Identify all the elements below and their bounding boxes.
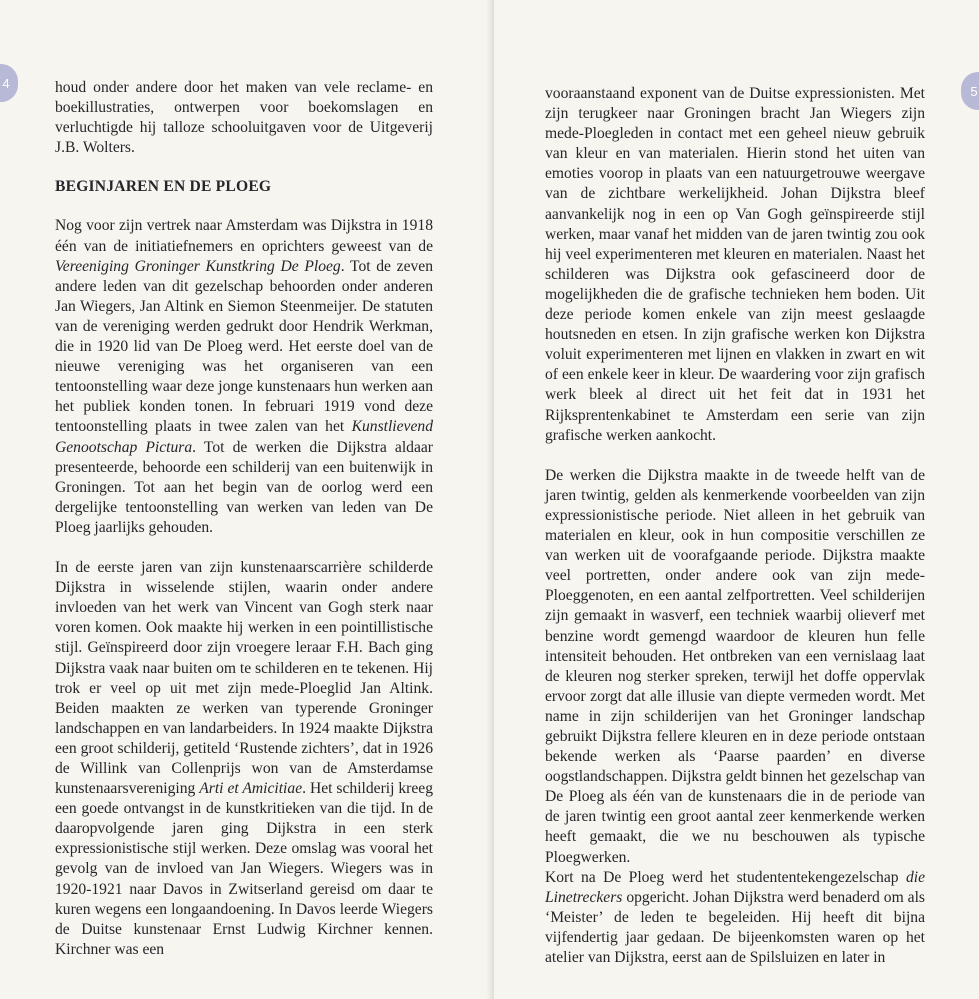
paragraph-ploeg xyxy=(55,216,433,538)
page-number-tab-right xyxy=(961,72,979,110)
paragraph-linetreckers-text-1: Kort na De Ploeg werd het studententekengezelschap xyxy=(545,868,906,886)
section-heading: BEGINJAREN EN DE PLOEG xyxy=(55,178,272,196)
paragraph-career-text-2: . Het schilderij kreeg een goede ontvangst in de kunstkritieken van die tijd. In de daaropvolgende jaren ging Dijkstra in een sterk expressionistische stijl werken. Deze omslag was vooral het gevolg van de invloed van Jan Wiegers. Wiegers was in 1920-1921 naar Davos in Zwitserland gereisd om daar te kuren wegens een longaandoening. In Davos leerde Wiegers de Duitse kunstenaar Ernst Ludwig Kirchner kennen. Kirchner was een xyxy=(55,780,434,958)
right-page xyxy=(494,0,979,999)
left-text-column xyxy=(55,78,433,960)
paragraph-linetreckers-italic-1: die Linetreckers xyxy=(545,868,925,906)
paragraph-expressionism: vooraanstaand exponent van de Duitse expressionisten. Met zijn terugkeer naar Groningen bracht Jan Wiegers zijn mede-Ploegleden in contact met een geheel nieuw gebruik van kleur en van materialen. Hierin stond het uiten van emoties voorop in plaats van een natuurgetrouwe weergave van de zichtbare werkelijkheid. Johan Dijkstra bleef aanvankelijk nog in een op Van Gogh geïnspireerde stijl werken, maar vanaf het midden van de jaren twintig zou ook hij veel experimenteren met kleuren en materialen. Naast het schilderen was Dijkstra ook gefascineerd door de mogelijkheden die de grafische technieken hem boden. Uit deze periode komen enkele van zijn meest geslaagde houtsneden en etsen. In zijn grafische werken kon Dijkstra voluit experimenteren met lijnen en vlakken in zwart en wit of een enkele keer in kleur. De waardering voor zijn grafisch werk bleek al direct uit het feit dat in 1931 het Rijksprentenkabinet te Amsterdam een serie van zijn grafische werken aankocht. xyxy=(545,85,925,444)
paragraph-career-text-1: In de eerste jaren van zijn kunstenaarscarrière schilderde Dijkstra in wisselende stijlen, waarin onder andere invloeden van het werk van Vincent van Gogh sterk naar voren komen. Ook maakte hij werken in een pointillistische stijl. Geïnspireerd door zijn vroegere leraar F.H. Bach ging Dijkstra vaak naar buiten om te schilderen en te tekenen. Hij trok er veel op uit met zijn mede-Ploeglid Jan Altink. Beiden maakten ze werken van typerende Groninger landschappen en van landarbeiders. In 1924 maakte Dijkstra een groot schilderij, getiteld ‘Rustende zichters’, dat in 1926 de Willink van Collenprijs won van de Amsterdamse kunstenaarsvereniging xyxy=(55,559,434,798)
paragraph-career xyxy=(55,558,433,960)
paragraph-ploeg-text-2: . Tot de zeven andere leden van dit gezelschap behoorden onder anderen Jan Wiegers, Jan Altink en Siemon Steenmeijer. De statuten van de vereniging werden gedrukt door Hendrik Werkman, die in 1920 lid van De Ploeg werd. Het eerste doel van de nieuwe vereniging was het organiseren van een tentoonstelling waar deze jonge kunstenaars hun werken aan het publiek konden tonen. In februari 1919 vond deze tentoonstelling plaats in twee zalen van het xyxy=(55,257,434,436)
paragraph-career-italic-1: Arti et Amicitiae xyxy=(199,780,303,798)
paragraph-ploeg-italic-2: Kunstlievend Genootschap Pictura xyxy=(55,418,433,456)
paragraph-ploeg-italic-1: Vereeniging Groninger Kunstkring De Ploeg xyxy=(55,257,341,275)
paragraph-ploeg-text-1: Nog voor zijn vertrek naar Amsterdam was Dijkstra in 1918 één van de initiatiefnemers en oprichters geweest van de xyxy=(55,217,433,255)
paragraph-ploeg-text-3: . Tot de werken die Dijkstra aldaar presenteerde, behoorde een schilderij van een buitenwijk in Groningen. Tot aan het begin van de oorlog werd een dergelijke tentoonstelling van werken van leden van De Ploeg jaarlijks gehouden. xyxy=(55,438,433,536)
intro-paragraph: houd onder andere door het maken van vele reclame- en boekillustraties, ontwerpen voor boekomslagen en verluchtigde hij talloze schooluitgaven voor de Uitgeverij J.B. Wolters. xyxy=(55,79,433,157)
paragraph-works: De werken die Dijkstra maakte in de tweede helft van de jaren twintig, gelden als kenmerkende voorbeelden van zijn expressionistische periode. Niet alleen in het gebruik van materialen en kleur, ook in hun compositie verschillen ze van werken uit de voorafgaande periode. Dijkstra maakte veel portretten, onder andere ook van zijn mede-Ploeggenoten, en een aantal zelfportretten. Veel schilderijen zijn gemaakt in wasverf, een techniek waarbij olieverf met benzine wordt gemengd waardoor de kleuren hun felle intensiteit behouden. Het ontbreken van een vernislaag laat de kleuren nog sterker spreken, terwijl het doffe oppervlak ervoor zorgt dat alle illusie van diepte vermeden wordt. Met name in zijn schilderijen van het Groninger landschap gebruikt Dijkstra fellere kleuren en in deze periode ontstaan bekende werken als ‘Paarse paarden’ en diverse oogstlandschappen. Dijkstra geldt binnen het gezelschap van De Ploeg als één van de kunstenaars die in de periode van de jaren twintig een groot aantal zeer kenmerkende werken heeft gemaakt, die we nu beschouwen als typische Ploegwerken. xyxy=(545,466,925,866)
page-number-left: 4 xyxy=(2,75,10,91)
right-text-column xyxy=(545,84,925,968)
page-number-right: 5 xyxy=(970,83,978,99)
page-number-tab-left xyxy=(0,64,18,102)
paragraph-linetreckers xyxy=(545,868,925,968)
paragraph-linetreckers-text-2: opgericht. Johan Dijkstra werd benaderd om als ‘Meister’ de leden te begeleiden. Hij heeft dit bijna vijfendertig jaar gedaan. De bijeenkomsten waren op het atelier van Dijkstra, eerst aan de Spilsluizen en later in xyxy=(545,888,925,967)
